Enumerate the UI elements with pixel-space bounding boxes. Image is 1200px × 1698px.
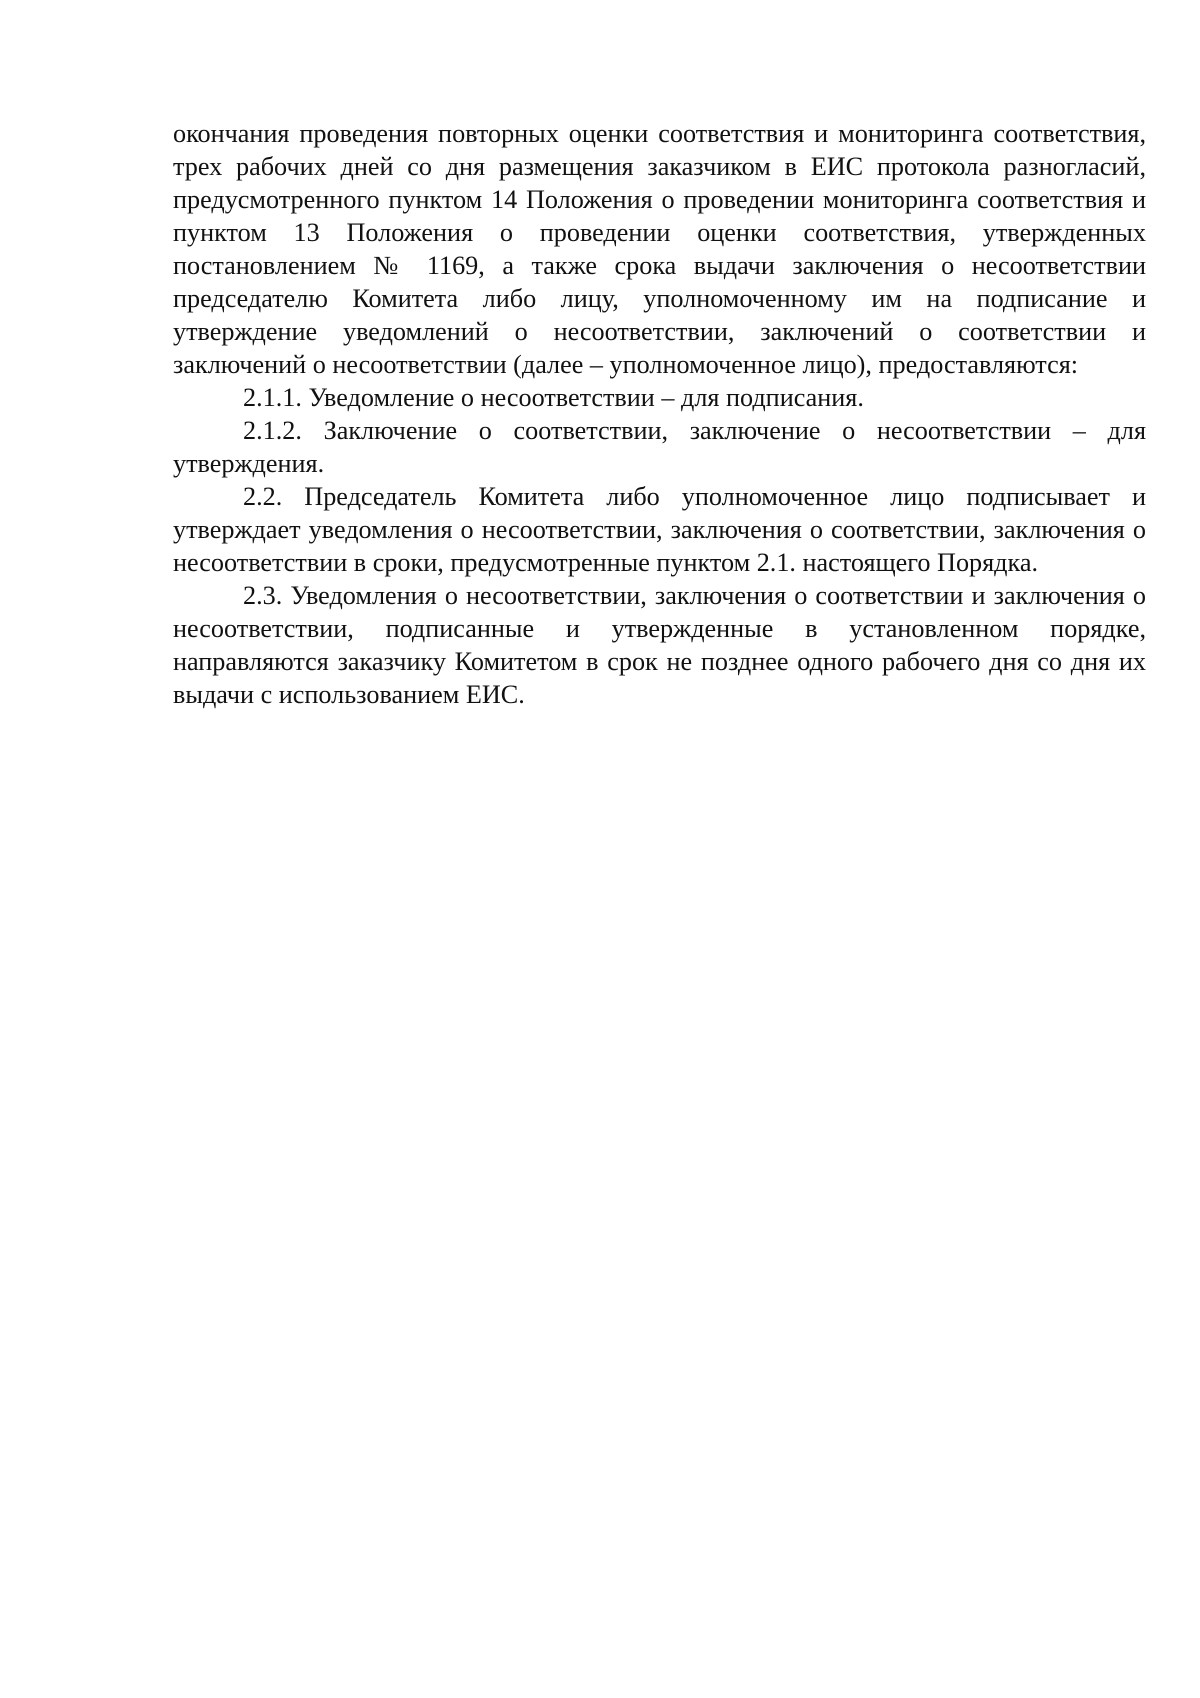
- paragraph-2-2: 2.2. Председатель Комитета либо уполномоченное лицо подписывает и утверждает уведомления о несоответствии, заключения о соответствии, заключения о несоответствии в сроки, предусмотренные пунктом 2.1. настоящего Порядка.: [173, 482, 1146, 577]
- document-page: [173, 117, 1146, 711]
- paragraph-intro: окончания проведения повторных оценки соответствия и мониторинга соответствия, трех рабочих дней со дня размещения заказчиком в ЕИС протокола разногласий, предусмотренного пунктом 14 Положения о проведении мониторинга соответствия и пунктом 13 Положения о проведении оценки соответствия, утвержденных постановлением № 1169, а также срока выдачи заключения о несоответствии председателю Комитета либо лицу, уполномоченному им на подписание и утверждение уведомлений о несоответствии, заключений о соответствии и заключений о несоответствии (далее – уполномоченное лицо), предоставляются:: [173, 119, 1146, 379]
- paragraph-2-1-2: 2.1.2. Заключение о соответствии, заключение о несоответствии – для утверждения.: [173, 416, 1146, 478]
- paragraph-2-3: 2.3. Уведомления о несоответствии, заключения о соответствии и заключения о несоответствии, подписанные и утвержденные в установленном порядке, направляются заказчику Комитетом в срок не позднее одного рабочего дня со дня их выдачи с использованием ЕИС.: [173, 581, 1146, 709]
- paragraph-2-1-1: 2.1.1. Уведомление о несоответствии – для подписания.: [243, 383, 864, 412]
